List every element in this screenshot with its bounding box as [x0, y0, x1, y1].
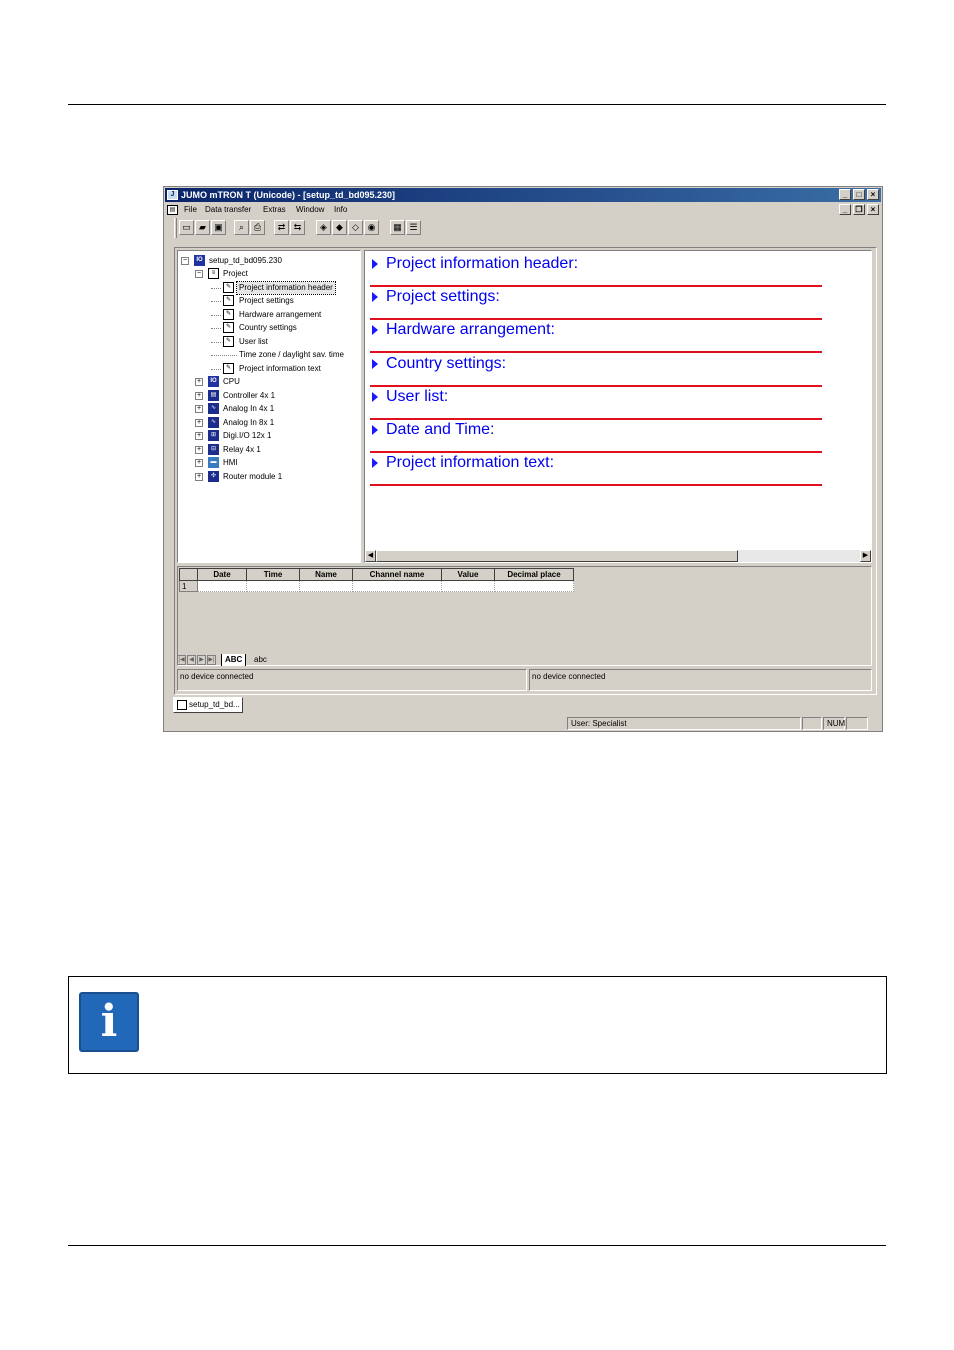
edit-document-icon: ✎ [223, 309, 234, 320]
scroll-thumb[interactable] [376, 550, 738, 562]
tree-connector [211, 355, 237, 356]
scroll-left-icon[interactable]: ◀ [365, 550, 376, 562]
tree-item-user-list[interactable] [209, 336, 359, 348]
section-title[interactable]: Country settings: [386, 355, 507, 372]
tree-connector [211, 315, 221, 316]
toolbar-grip [174, 218, 177, 238]
tree-root[interactable] [181, 255, 359, 267]
status-user: User: Specialist [567, 717, 801, 730]
digital-io-icon: ⊞ [208, 430, 219, 441]
compare-icon[interactable]: ◇ [348, 220, 363, 235]
section-project-information-header[interactable] [370, 253, 822, 287]
footer-rule [68, 1245, 886, 1246]
last-sheet-icon[interactable]: ▶| [208, 657, 215, 663]
triangle-right-icon [372, 292, 378, 302]
tree-module-hmi[interactable] [195, 457, 355, 469]
collapse-icon[interactable]: − [196, 270, 202, 277]
status-scroll [846, 717, 868, 730]
tree-root-label: setup_td_bd095.230 [209, 256, 282, 265]
save-icon[interactable]: ▣ [211, 220, 226, 235]
relay-icon: ⊟ [208, 444, 219, 455]
window-title: JUMO mTRON T (Unicode) - [setup_td_bd095.230] [181, 190, 396, 200]
upload-icon[interactable]: ◈ [316, 220, 331, 235]
status-caps [802, 717, 822, 730]
section-user-list[interactable] [370, 386, 822, 420]
tree-module-cpu[interactable] [195, 376, 355, 388]
edit-document-icon: ✎ [223, 282, 234, 293]
print-preview-icon[interactable]: ⌕ [234, 220, 249, 235]
document-tab-label: setup_td_bd... [189, 700, 240, 709]
triangle-right-icon [372, 359, 378, 369]
section-project-settings[interactable] [370, 286, 822, 320]
tree-module-label: Analog In 8x 1 [223, 418, 275, 427]
menu-file[interactable]: File [184, 205, 197, 214]
column-value[interactable]: Value [442, 569, 495, 581]
tree-item-time-zone[interactable] [209, 349, 359, 361]
section-title[interactable]: Project information text: [386, 454, 555, 471]
tree-module-controller[interactable] [195, 390, 355, 402]
tree-item-label: Country settings [239, 323, 297, 332]
tree-project-label: Project [223, 269, 248, 278]
transfer-icon[interactable]: ⇄ [274, 220, 289, 235]
app-logo-icon: J [167, 190, 178, 200]
tree-item-label: Time zone / daylight sav. time [239, 350, 344, 359]
column-time[interactable]: Time [247, 569, 300, 581]
status-num: NUM [823, 717, 845, 730]
info-box [68, 976, 887, 1074]
tree-item-project-information-text[interactable] [209, 363, 359, 375]
expand-icon[interactable]: + [196, 405, 202, 412]
section-hardware-arrangement[interactable] [370, 319, 822, 353]
cell-name[interactable] [300, 581, 353, 592]
mdi-client-area [174, 247, 877, 695]
close-button[interactable]: × [867, 189, 879, 200]
collapse-icon[interactable]: − [182, 257, 188, 264]
child-minimize-button[interactable]: _ [839, 204, 851, 215]
tree-module-label: Digi.I/O 12x 1 [223, 431, 272, 440]
edit-document-icon: ✎ [223, 295, 234, 306]
print-icon[interactable]: ⎙ [250, 220, 265, 235]
cell-channel-name[interactable] [353, 581, 442, 592]
device-status-left: no device connected [177, 669, 527, 691]
device-icon: IO [194, 255, 205, 266]
menu-info[interactable]: Info [334, 205, 348, 214]
expand-icon[interactable]: + [196, 392, 202, 399]
maximize-button[interactable]: □ [853, 189, 865, 200]
section-title[interactable]: User list: [386, 388, 449, 405]
document-menu-icon[interactable]: ▤ [167, 205, 178, 215]
tree-module-relay[interactable] [195, 444, 355, 456]
column-date[interactable]: Date [198, 569, 247, 581]
edit-document-icon: ✎ [223, 336, 234, 347]
info-icon: i [79, 992, 139, 1052]
tree-connector [211, 301, 221, 302]
triangle-right-icon [372, 392, 378, 402]
edit-document-icon: ✎ [223, 363, 234, 374]
child-close-button[interactable]: × [867, 204, 879, 215]
router-icon: ✣ [208, 471, 219, 482]
tree-item-hardware-arrangement[interactable] [209, 309, 359, 321]
new-file-icon[interactable]: ▭ [179, 220, 194, 235]
section-title[interactable]: Date and Time: [386, 421, 495, 438]
tile-windows-icon[interactable]: ☰ [406, 220, 421, 235]
expand-icon[interactable]: + [196, 378, 202, 385]
device-info-icon[interactable]: ◉ [364, 220, 379, 235]
data-grid-area [177, 566, 872, 666]
content-pane[interactable] [364, 250, 872, 563]
tree-item-label: User list [239, 337, 268, 346]
project-tree[interactable] [177, 250, 361, 563]
triangle-right-icon [372, 458, 378, 468]
download-icon[interactable]: ◆ [332, 220, 347, 235]
expand-icon[interactable]: + [196, 432, 202, 439]
tree-module-label: CPU [223, 377, 240, 386]
open-folder-icon[interactable]: ▰ [195, 220, 210, 235]
menu-window[interactable]: Window [296, 205, 325, 214]
triangle-right-icon [372, 325, 378, 335]
status-message [165, 717, 566, 730]
sheet-tab-abc-upper[interactable]: ABC [221, 654, 246, 666]
tree-module-analog-in-8[interactable] [195, 417, 355, 429]
controller-icon: ▤ [208, 390, 219, 401]
menu-bar [165, 203, 881, 217]
tree-module-label: Relay 4x 1 [223, 445, 261, 454]
section-date-and-time[interactable] [370, 419, 822, 453]
tree-module-analog-in-4[interactable] [195, 403, 355, 415]
tree-connector [211, 342, 221, 343]
cpu-icon: IO [208, 376, 219, 387]
data-grid[interactable] [179, 568, 574, 592]
section-title[interactable]: Project information header: [386, 255, 579, 272]
analog-in-icon: ∿ [208, 417, 219, 428]
triangle-right-icon [372, 259, 378, 269]
section-project-information-text[interactable] [370, 452, 822, 486]
tree-item-label: Project information text [239, 364, 321, 373]
tree-item-label: Project information header [239, 283, 333, 292]
prev-sheet-icon[interactable]: ◀ [187, 655, 196, 665]
tree-module-router[interactable] [195, 471, 355, 483]
minimize-button[interactable]: _ [839, 189, 851, 200]
transfer-disabled-icon[interactable]: ⇆ [290, 220, 305, 235]
tree-module-label: HMI [223, 458, 238, 467]
section-country-settings[interactable] [370, 353, 822, 387]
sheet-tab-abc-lower[interactable]: abc [254, 655, 267, 664]
tree-module-label: Controller 4x 1 [223, 391, 276, 400]
status-bar [165, 717, 881, 730]
column-decimal-place[interactable]: Decimal place [495, 569, 574, 581]
analog-in-icon: ∿ [208, 403, 219, 414]
expand-icon[interactable]: + [196, 419, 202, 426]
section-title[interactable]: Project settings: [386, 288, 500, 305]
horizontal-scrollbar[interactable] [365, 550, 871, 562]
section-title[interactable]: Hardware arrangement: [386, 321, 555, 338]
tree-connector [211, 328, 221, 329]
tree-item-label: Project settings [239, 296, 294, 305]
device-status-right: no device connected [529, 669, 872, 691]
table-row[interactable] [180, 581, 574, 592]
expand-icon[interactable]: + [196, 473, 202, 480]
tree-project[interactable] [195, 268, 355, 280]
child-restore-button[interactable]: ❐ [853, 204, 865, 215]
grid-corner [180, 569, 198, 581]
tree-item-country-settings[interactable] [209, 322, 359, 334]
row-number[interactable]: 1 [180, 581, 198, 592]
tree-module-label: Analog In 4x 1 [223, 404, 275, 413]
edit-document-icon: ✎ [223, 322, 234, 333]
header-rule [68, 104, 886, 105]
cell-decimal-place[interactable] [495, 581, 574, 592]
project-icon: ≡ [208, 268, 219, 279]
first-sheet-icon[interactable]: |◀ [178, 657, 185, 663]
scroll-right-icon[interactable]: ▶ [860, 550, 871, 562]
cell-date[interactable] [198, 581, 247, 592]
tree-item-label: Hardware arrangement [239, 310, 322, 319]
menu-data-transfer[interactable]: Data transfer [205, 205, 252, 214]
next-sheet-icon[interactable]: ▶ [197, 655, 206, 665]
title-bar[interactable] [165, 188, 881, 202]
hmi-icon: ▬ [208, 457, 219, 468]
app-window [163, 186, 883, 732]
tree-item-project-information-header[interactable] [209, 282, 359, 294]
cell-value[interactable] [442, 581, 495, 592]
menu-extras[interactable]: Extras [263, 205, 286, 214]
triangle-right-icon [372, 425, 378, 435]
document-icon [177, 700, 187, 710]
column-name[interactable]: Name [300, 569, 353, 581]
expand-icon[interactable]: + [196, 459, 202, 466]
tree-item-project-settings[interactable] [209, 295, 359, 307]
tree-connector [211, 369, 221, 370]
tree-module-label: Router module 1 [223, 472, 283, 481]
column-channel-name[interactable]: Channel name [353, 569, 442, 581]
cascade-windows-icon[interactable]: ▦ [390, 220, 405, 235]
tree-module-digital-io[interactable] [195, 430, 355, 442]
cell-time[interactable] [247, 581, 300, 592]
tree-connector [211, 288, 221, 289]
expand-icon[interactable]: + [196, 446, 202, 453]
document-tab[interactable] [173, 697, 243, 713]
